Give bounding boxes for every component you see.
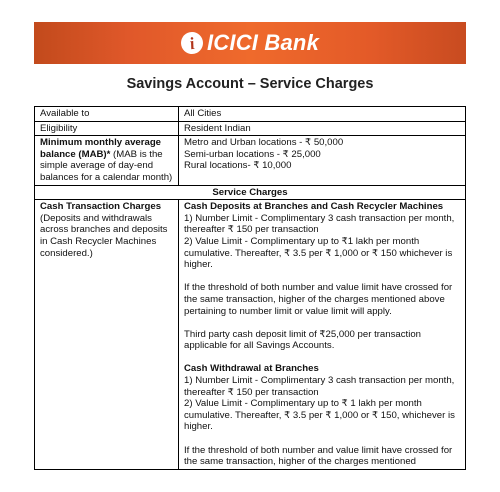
row-label: Available to <box>35 107 179 122</box>
mab-values-cell <box>179 136 466 185</box>
deposits-heading: Cash Deposits at Branches and Cash Recycler Machines <box>184 201 444 213</box>
table-row <box>35 121 466 136</box>
table-row <box>35 107 466 122</box>
mab-value-metro: Metro and Urban locations - ₹ 50,000 <box>184 137 344 149</box>
cash-label-cell <box>35 200 179 470</box>
table-row <box>35 136 466 185</box>
deposits-value-limit: 2) Value Limit - Complimentary up to ₹1 lakh per month cumulative. Thereafter, ₹ 3.5 per ₹ 1,000 or ₹ 150 whichever is higher. <box>184 235 453 271</box>
section-header-row <box>35 185 466 200</box>
logo-mark-icon <box>179 30 205 56</box>
row-value: Resident Indian <box>179 121 466 136</box>
service-charges-table <box>34 106 466 470</box>
mab-value-semi-urban: Semi-urban locations - ₹ 25,000 <box>184 148 321 160</box>
withdrawal-value-limit: 2) Value Limit - Complimentary up to ₹ 1 lakh per month cumulative. Thereafter, ₹ 3.5 per ₹ 1,000 or ₹ 150, whichever is higher. <box>184 398 455 433</box>
deposits-threshold-note: If the threshold of both number and value limit have crossed for the same transaction, higher of the charges mentioned above pertaining to number limit or value limit will apply. <box>184 282 453 317</box>
brand-banner <box>34 22 466 64</box>
logo-text: ICICI Bank <box>206 30 320 55</box>
deposits-number-limit: 1) Number Limit - Complimentary 3 cash transaction per month, thereafter ₹ 150 per transaction <box>184 212 455 236</box>
deposits-third-party-note: Third party cash deposit limit of ₹25,000 per transaction applicable for all Savings Accounts. <box>184 328 422 352</box>
mab-value-rural: Rural locations- ₹ 10,000 <box>184 160 292 172</box>
withdrawal-heading: Cash Withdrawal at Branches <box>184 363 319 375</box>
withdrawal-threshold-note: If the threshold of both number and value limit have crossed for the same transaction, higher of the charges mentioned <box>184 444 453 468</box>
logo-mark-letter: i <box>187 33 197 53</box>
section-header: Service Charges <box>35 185 466 200</box>
mab-label-cell <box>35 136 179 185</box>
mab-label-rest: (MAB is the simple average of day-end balances for a calendar month) <box>40 148 173 183</box>
icici-bank-logo <box>181 30 319 56</box>
cash-label-desc: (Deposits and withdrawals across branches and deposits in Cash Recycler Machines considered.) <box>40 212 168 259</box>
cash-details-cell <box>179 200 466 470</box>
row-value: All Cities <box>179 107 466 122</box>
mab-label-bold: Minimum monthly average balance (MAB)* <box>40 137 162 160</box>
row-label: Eligibility <box>35 121 179 136</box>
withdrawal-number-limit: 1) Number Limit - Complimentary 3 cash transaction per month, thereafter ₹ 150 per transaction <box>184 375 455 398</box>
table-row <box>35 200 466 470</box>
cash-label-title: Cash Transaction Charges <box>40 201 162 213</box>
page-title: Savings Account – Service Charges <box>126 76 374 92</box>
